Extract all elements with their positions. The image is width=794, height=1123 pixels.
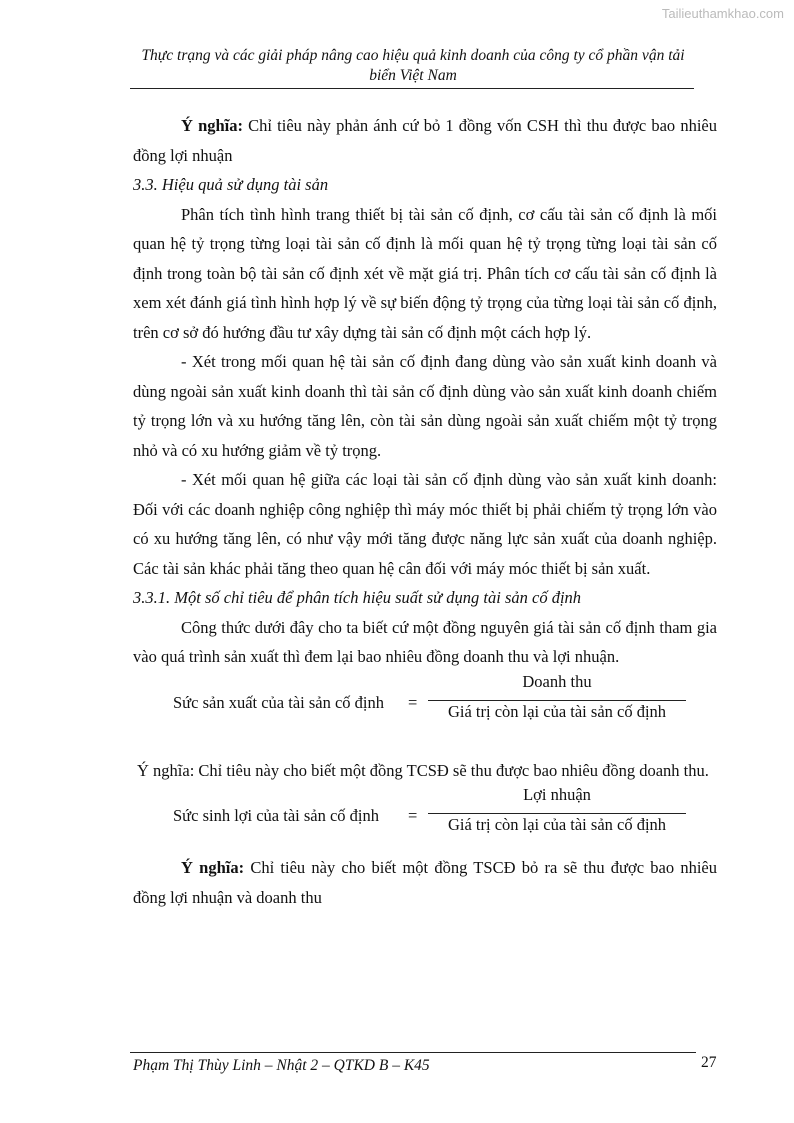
formula-numerator: Doanh thu — [522, 671, 592, 691]
footer-author: Phạm Thị Thùy Linh – Nhật 2 – QTKD B – K45 — [133, 1057, 430, 1074]
formula-label: Sức sinh lợi của tài sản cố định — [173, 806, 380, 825]
formula-equals: = — [408, 692, 418, 712]
footer-divider — [130, 1052, 696, 1053]
watermark: Tailieuthamkhao.com — [661, 6, 784, 21]
fraction-bar — [428, 813, 686, 814]
paragraph-production-use: - Xét trong mối quan hệ tài sản cố định đang dùng vào sản xuất kinh doanh và dùng ngoài sản xuất kinh doanh thì tài sản cố định dùng vào sản xuất kinh doanh chiếm tỷ trọng lớn và xu hướng tăng lên, còn tài sản dùng ngoài sản xuất chiếm một tỷ trọng nhỏ và có xu hướng giảm về tỷ trọng. — [133, 352, 717, 460]
formula-profitability — [133, 785, 717, 847]
section-heading-3-3: 3.3. Hiệu quả sử dụng tài sản — [133, 175, 329, 194]
paragraph-asset-relations: - Xét mối quan hệ giữa các loại tài sản cố định dùng vào sản xuất kinh doanh: Đối với các doanh nghiệp công nghiệp thì máy móc thiết bị phải chiếm tỷ trọng lớn vào có xu hướng tăng lên, có như vậy mới tăng được năng lực sản xuất của doanh nghiệp. Các tài sản khác phải tăng theo quan hệ cân đối với máy móc thiết bị sản xuất. — [133, 470, 717, 578]
paragraph-formula-intro: Công thức dưới đây cho ta biết cứ một đồng nguyên giá tài sản cố định tham gia vào quá trình sản xuất thì đem lại bao nhiêu đồng doanh thu và lợi nhuận. — [133, 617, 717, 666]
page-number: 27 — [701, 1054, 717, 1071]
meaning-text: Chỉ tiêu này cho biết một đồng TSCĐ bỏ ra sẽ thu được bao nhiêu đồng lợi nhuận và doanh thu — [133, 858, 717, 907]
paragraph-fixed-asset-structure: Phân tích tình hình trang thiết bị tài sản cố định, cơ cấu tài sản cố định là mối quan hệ tỷ trọng từng loại tài sản cố định là mối quan hệ tỷ trọng từng loại tài sản cố định trong toàn bộ tài sản cố định xét về mặt giá trị. Phân tích cơ cấu tài sản cố định là xem xét đánh giá tình hình hợp lý về sự biến động tỷ trọng của từng loại tài sản cố định, trên cơ sở đó hướng đầu tư xây dựng tài sản cố định một cách hợp lý. — [133, 204, 717, 342]
formula-equals: = — [408, 806, 418, 825]
header-divider — [130, 88, 694, 89]
formula-production-capacity — [133, 671, 717, 734]
meaning-label: Ý nghĩa: — [181, 858, 245, 877]
meaning-label: Ý nghĩa: — [181, 116, 244, 135]
formula-label: Sức sản xuất của tài sản cố định — [173, 692, 385, 712]
paragraph-meaning-profit — [133, 853, 717, 912]
formula-numerator: Lợi nhuận — [523, 785, 591, 804]
section-heading-3-3-1: 3.3.1. Một số chỉ tiêu để phân tích hiệu suất sử dụng tài sản cố định — [133, 588, 582, 607]
fraction-bar — [428, 700, 686, 701]
paragraph-meaning-roe — [133, 111, 717, 170]
formula-denominator: Giá trị còn lại của tài sản cố định — [447, 815, 667, 834]
page-body — [133, 111, 717, 912]
paragraph-meaning-revenue: Ý nghĩa: Chỉ tiêu này cho biết một đồng TCSĐ sẽ thu được bao nhiêu đồng doanh thu. — [137, 760, 709, 780]
page-header: Thực trạng và các giải pháp nâng cao hiệu quả kinh doanh của công ty cổ phần vận tải biển Việt Nam — [141, 47, 685, 84]
formula-denominator: Giá trị còn lại của tài sản cố định — [447, 701, 667, 721]
meaning-text: Chỉ tiêu này phản ánh cứ bỏ 1 đồng vốn CSH thì thu được bao nhiêu đồng lợi nhuận — [133, 116, 717, 165]
